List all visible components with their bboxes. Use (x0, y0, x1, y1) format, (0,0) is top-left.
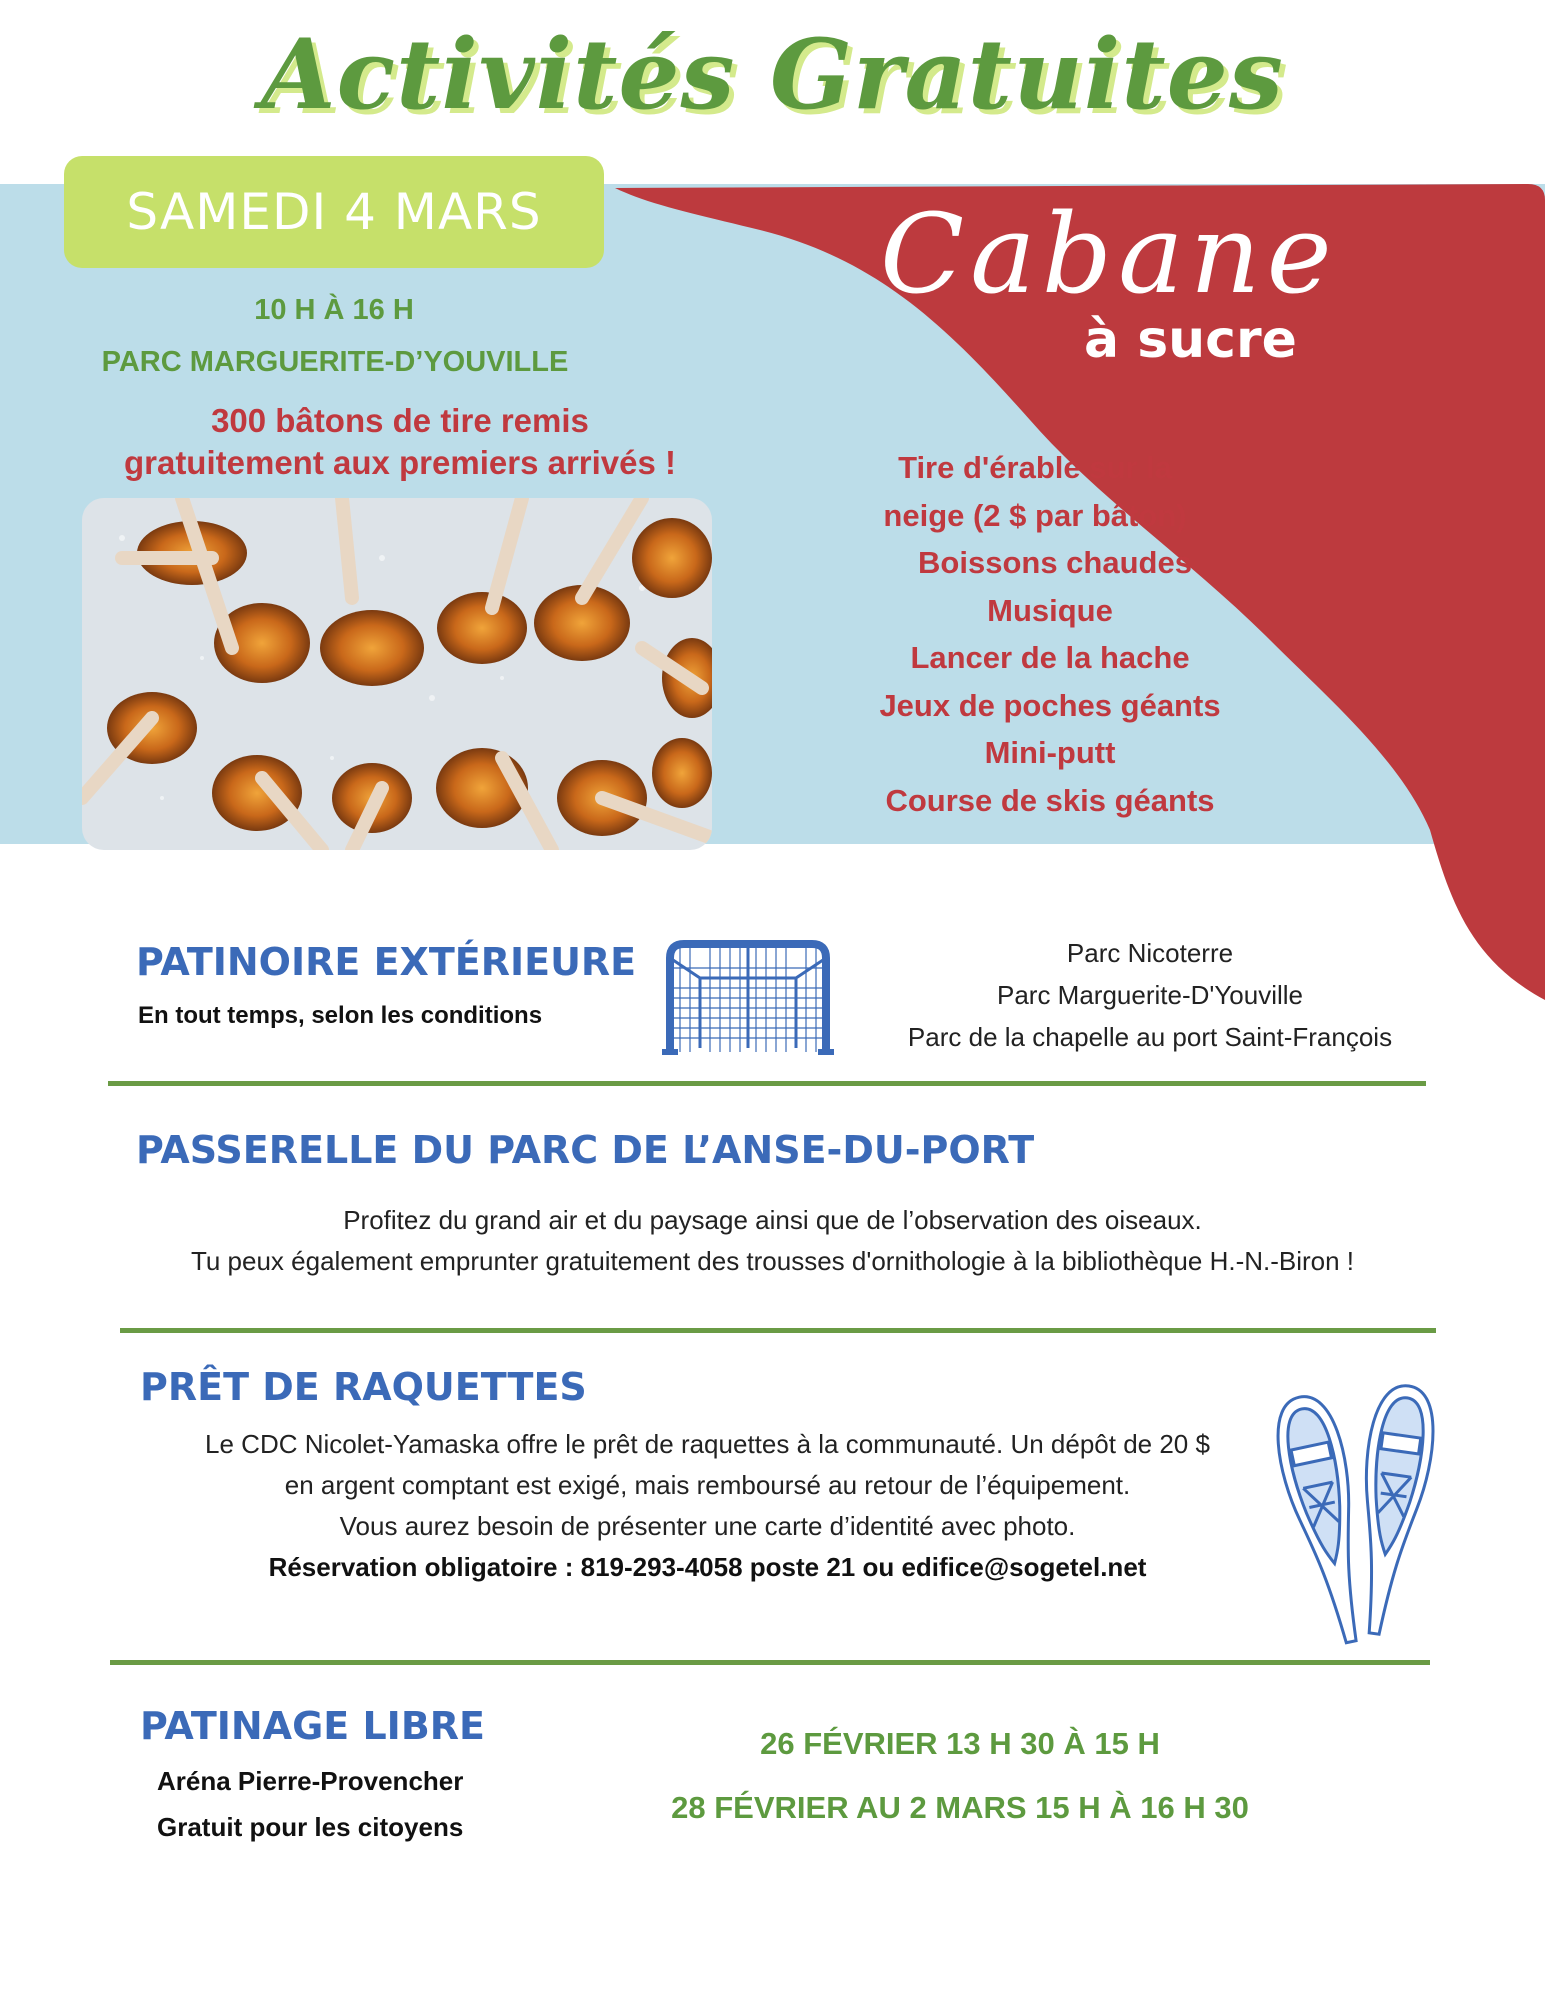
raquettes-line-3: Vous aurez besoin de présenter une carte d’identité avec photo. (339, 1511, 1076, 1541)
park-item: Parc de la chapelle au port Saint-François (907, 1022, 1393, 1052)
raquettes-reservation: Réservation obligatoire : 819-293-4058 poste 21 ou edifice@sogetel.net (268, 1552, 1147, 1582)
park-item: Parc Marguerite-D'Youville (996, 980, 1304, 1010)
activity-item: Boissons chaudes (918, 545, 1192, 580)
patinage-title: PATINAGE LIBRE (140, 1704, 486, 1748)
patinage-place: Aréna Pierre-Provencher (157, 1766, 464, 1796)
promo-line-1: 300 bâtons de tire remis (211, 402, 589, 439)
divider (120, 1328, 1436, 1333)
page-title: Activités Gratuites (261, 18, 1284, 131)
activity-item: Course de skis géants (885, 782, 1215, 818)
activity-item: Tire d'érable sur la (898, 450, 1172, 485)
patinoire-subtitle: En tout temps, selon les conditions (138, 1002, 543, 1029)
event-location: PARC MARGUERITE-D’YOUVILLE (101, 346, 569, 378)
raquettes-line-2: en argent comptant est exigé, mais remboursé au retour de l’équipement. (284, 1470, 1131, 1500)
patinoire-parks (860, 932, 1440, 1058)
patinage-note: Gratuit pour les citoyens (157, 1812, 464, 1842)
date-badge: SAMEDI 4 MARS (64, 156, 604, 268)
passerelle-title: PASSERELLE DU PARC DE L’ANSE-DU-PORT (136, 1128, 1035, 1172)
cabane-subtitle: à sucre (1084, 310, 1297, 370)
park-item: Parc Nicoterre (1066, 938, 1234, 968)
divider (110, 1660, 1430, 1665)
activity-item: Musique (987, 592, 1113, 628)
passerelle-line-1: Profitez du grand air et du paysage ainsi que de l’observation des oiseaux. (343, 1205, 1202, 1235)
promo-line-2: gratuitement aux premiers arrivés ! (123, 444, 677, 481)
cabane-title: Cabane (880, 190, 1338, 318)
patinage-schedule-2: 28 FÉVRIER AU 2 MARS 15 H À 16 H 30 (671, 1790, 1249, 1825)
raquettes-title: PRÊT DE RAQUETTES (140, 1365, 587, 1409)
raquettes-line-1: Le CDC Nicolet-Yamaska offre le prêt de raquettes à la communauté. Un dépôt de 20 $ (205, 1429, 1210, 1459)
activity-item: neige (2 $ par bâton) (883, 497, 1187, 533)
passerelle-line-2: Tu peux également emprunter gratuitement des trousses d'ornithologie à la bibliothèque H.-N.-Biron ! (190, 1246, 1355, 1276)
patinage-schedule-1: 26 FÉVRIER 13 H 30 À 15 H (760, 1726, 1160, 1761)
divider (108, 1081, 1426, 1086)
raquettes-text (130, 1424, 1285, 1588)
hockey-net-icon (660, 938, 836, 1061)
activity-item: Mini-putt (984, 735, 1116, 770)
maple-taffy-photo (82, 498, 712, 850)
activity-item: Lancer de la hache (910, 640, 1190, 675)
activity-item: Jeux de poches géants (879, 687, 1221, 723)
snowshoes-icon (1265, 1375, 1450, 1660)
patinoire-title: PATINOIRE EXTÉRIEURE (136, 940, 637, 984)
passerelle-text (60, 1200, 1485, 1282)
event-hours: 10 H À 16 H (254, 294, 414, 326)
activities-list (830, 444, 1270, 824)
